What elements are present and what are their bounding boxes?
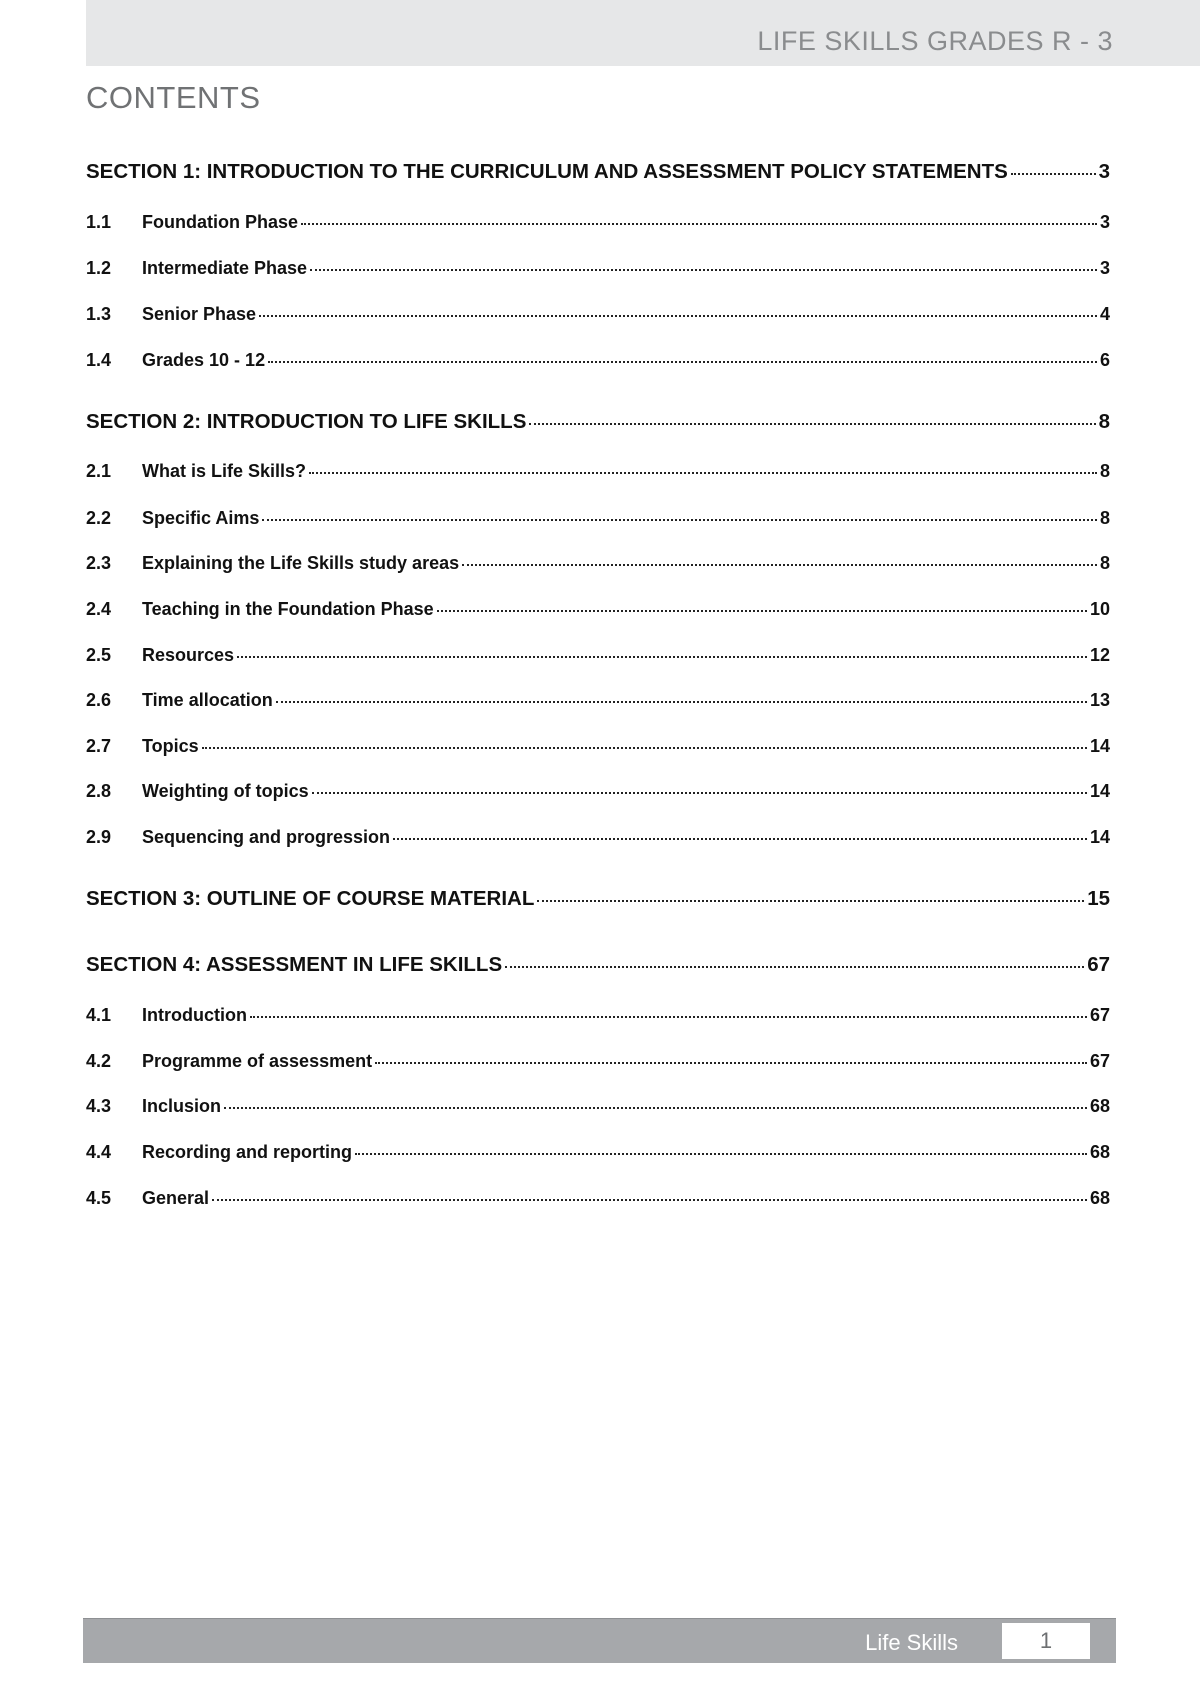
- dot-leader: [212, 1199, 1087, 1201]
- toc-entry-number: 2.6: [86, 690, 112, 710]
- dot-leader: [237, 656, 1087, 658]
- toc-entry-label: Weighting of topics: [142, 781, 309, 801]
- dot-leader: [355, 1153, 1087, 1155]
- toc-subsection-entry: [86, 1096, 1110, 1122]
- toc-entry-label: Senior Phase: [142, 304, 257, 324]
- toc-subsection-entry: [86, 553, 1110, 579]
- toc-entry-label: SECTION 3: OUTLINE OF COURSE MATERIAL: [86, 887, 535, 910]
- footer-band: [83, 1618, 1116, 1663]
- toc-section-entry: [86, 410, 1110, 438]
- toc-entry-page-number: 3: [1098, 160, 1110, 183]
- dot-leader: [375, 1062, 1087, 1064]
- dot-leader: [309, 472, 1097, 474]
- dot-leader: [202, 747, 1087, 749]
- dot-leader: [437, 610, 1087, 612]
- toc-entry-number: 2.9: [86, 827, 112, 847]
- toc-entry-page-number: 3: [1099, 258, 1110, 278]
- toc-entry-page-number: 8: [1099, 461, 1110, 481]
- toc-entry-number: 4.1: [86, 1005, 112, 1025]
- toc-entry-label: Foundation Phase: [142, 212, 299, 232]
- toc-entry-page-number: 67: [1089, 1005, 1110, 1025]
- toc-entry-page-number: 68: [1089, 1142, 1110, 1162]
- toc-section-entry: [86, 887, 1110, 915]
- toc-subsection-entry: [86, 1005, 1110, 1031]
- toc-entry-number: 2.4: [86, 599, 112, 619]
- toc-subsection-entry: [86, 258, 1110, 284]
- toc-entry-label: SECTION 1: INTRODUCTION TO THE CURRICULUM AND ASSESSMENT POLICY STATEMENTS: [86, 160, 1008, 183]
- dot-leader: [276, 701, 1087, 703]
- toc-entry-page-number: 12: [1089, 645, 1110, 665]
- toc-entry-label: Resources: [142, 645, 235, 665]
- toc-entry-page-number: 8: [1099, 508, 1110, 528]
- toc-subsection-entry: [86, 1142, 1110, 1168]
- toc-subsection-entry: [86, 827, 1110, 853]
- dot-leader: [250, 1016, 1087, 1018]
- toc-subsection-entry: [86, 1051, 1110, 1077]
- toc-entry-page-number: 68: [1089, 1096, 1110, 1116]
- toc-subsection-entry: [86, 645, 1110, 671]
- toc-entry-label: Teaching in the Foundation Phase: [142, 599, 434, 619]
- toc-entry-page-number: 14: [1089, 736, 1110, 756]
- toc-subsection-entry: [86, 304, 1110, 330]
- toc-section-entry: [86, 160, 1110, 188]
- toc-entry-label: General: [142, 1188, 210, 1208]
- page-number: 1: [1002, 1623, 1090, 1659]
- toc-subsection-entry: [86, 461, 1110, 487]
- toc-entry-number: 2.8: [86, 781, 112, 801]
- dot-leader: [259, 315, 1097, 317]
- toc-entry-label: Grades 10 - 12: [142, 350, 266, 370]
- dot-leader: [312, 792, 1087, 794]
- toc-subsection-entry: [86, 690, 1110, 716]
- toc-entry-number: 2.3: [86, 553, 112, 573]
- toc-entry-page-number: 14: [1089, 827, 1110, 847]
- toc-entry-label: SECTION 4: ASSESSMENT IN LIFE SKILLS: [86, 953, 503, 976]
- dot-leader: [262, 519, 1097, 521]
- toc-entry-number: 2.5: [86, 645, 112, 665]
- toc-entry-page-number: 14: [1089, 781, 1110, 801]
- toc-entry-label: What is Life Skills?: [142, 461, 307, 481]
- toc-entry-page-number: 4: [1099, 304, 1110, 324]
- dot-leader: [505, 966, 1084, 968]
- toc-entry-page-number: 67: [1089, 1051, 1110, 1071]
- toc-entry-number: 1.1: [86, 212, 112, 232]
- toc-subsection-entry: [86, 736, 1110, 762]
- dot-leader: [393, 838, 1087, 840]
- toc-subsection-entry: [86, 1188, 1110, 1214]
- toc-entry-label: SECTION 2: INTRODUCTION TO LIFE SKILLS: [86, 410, 527, 433]
- dot-leader: [462, 564, 1097, 566]
- toc-subsection-entry: [86, 350, 1110, 376]
- toc-entry-page-number: 15: [1087, 887, 1110, 910]
- dot-leader: [268, 361, 1097, 363]
- toc-entry-number: 4.5: [86, 1188, 112, 1208]
- toc-entry-label: Programme of assessment: [142, 1051, 373, 1071]
- page-title: CONTENTS: [86, 80, 261, 115]
- toc-entry-number: 4.3: [86, 1096, 112, 1116]
- toc-section-entry: [86, 953, 1110, 981]
- dot-leader: [301, 223, 1097, 225]
- footer-subject-label: Life Skills: [865, 1630, 958, 1655]
- toc-subsection-entry: [86, 508, 1110, 534]
- toc-entry-number: 2.7: [86, 736, 112, 756]
- toc-entry-label: Sequencing and progression: [142, 827, 391, 847]
- dot-leader: [1011, 173, 1096, 175]
- toc-entry-page-number: 3: [1099, 212, 1110, 232]
- dot-leader: [224, 1107, 1087, 1109]
- toc-entry-number: 4.2: [86, 1051, 112, 1071]
- dot-leader: [537, 900, 1084, 902]
- toc-entry-number: 4.4: [86, 1142, 112, 1162]
- toc-entry-label: Time allocation: [142, 690, 273, 710]
- table-of-contents: [86, 0, 1110, 1300]
- toc-entry-page-number: 13: [1089, 690, 1110, 710]
- toc-entry-number: 2.1: [86, 461, 112, 481]
- dot-leader: [529, 423, 1095, 425]
- toc-entry-label: Introduction: [142, 1005, 247, 1025]
- toc-entry-page-number: 10: [1089, 599, 1110, 619]
- toc-entry-number: 1.3: [86, 304, 112, 324]
- dot-leader: [310, 269, 1097, 271]
- toc-subsection-entry: [86, 781, 1110, 807]
- toc-entry-label: Specific Aims: [142, 508, 260, 528]
- toc-entry-label: Topics: [142, 736, 199, 756]
- toc-entry-label: Intermediate Phase: [142, 258, 308, 278]
- toc-entry-number: 2.2: [86, 508, 112, 528]
- toc-entry-label: Recording and reporting: [142, 1142, 353, 1162]
- toc-entry-page-number: 8: [1099, 553, 1110, 573]
- toc-subsection-entry: [86, 599, 1110, 625]
- running-header-title: LIFE SKILLS GRADES R - 3: [757, 26, 1113, 56]
- toc-entry-page-number: 6: [1099, 350, 1110, 370]
- toc-entry-label: Explaining the Life Skills study areas: [142, 553, 460, 573]
- toc-entry-number: 1.4: [86, 350, 112, 370]
- toc-entry-page-number: 67: [1087, 953, 1110, 976]
- toc-entry-page-number: 8: [1098, 410, 1110, 433]
- toc-entry-label: Inclusion: [142, 1096, 222, 1116]
- toc-subsection-entry: [86, 212, 1110, 238]
- toc-entry-page-number: 68: [1089, 1188, 1110, 1208]
- toc-entry-number: 1.2: [86, 258, 112, 278]
